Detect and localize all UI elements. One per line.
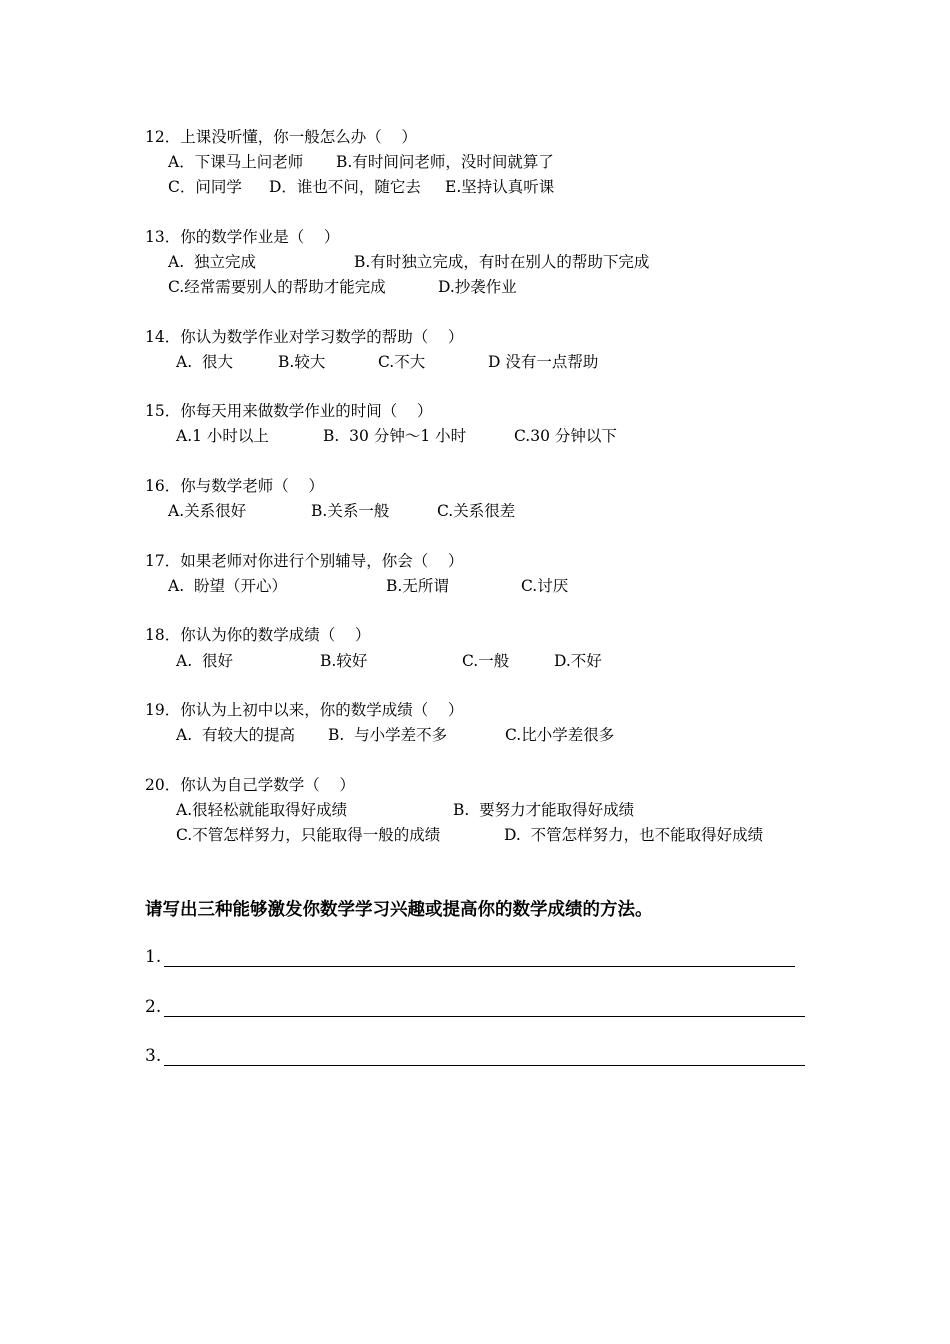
- question-13-option-b: B.有时独立完成，有时在别人的帮助下完成: [354, 253, 650, 271]
- question-12-option-c: C．问同学: [168, 178, 242, 196]
- question-20-option-a: A.很轻松就能取得好成绩: [176, 801, 348, 819]
- question-19-option-b: B. 与小学差不多: [328, 726, 448, 744]
- question-17-option-b: B.无所谓: [386, 577, 449, 595]
- question-14-option-a: A. 很大: [176, 353, 233, 371]
- question-18-title: 18．你认为你的数学成绩（ ）: [145, 626, 371, 644]
- question-13-option-d: D.抄袭作业: [438, 278, 517, 296]
- question-20-option-b: B. 要努力才能取得好成绩: [453, 801, 635, 819]
- question-18-option-b: B.较好: [320, 652, 368, 670]
- answer-blank-3[interactable]: [145, 1044, 805, 1070]
- answer-blank-1[interactable]: [145, 945, 805, 971]
- question-15-title: 15．你每天用来做数学作业的时间（ ）: [145, 402, 433, 420]
- question-20-title: 20．你认为自己学数学（ ）: [145, 776, 355, 794]
- answer-underline: [164, 966, 795, 967]
- answer-blank-2[interactable]: [145, 995, 805, 1021]
- answer-blank-number: 2.: [145, 997, 162, 1017]
- question-14-option-d: D 没有一点帮助: [488, 353, 599, 371]
- question-13-title: 13．你的数学作业是（ ）: [145, 228, 340, 246]
- question-18-option-a: A. 很好: [176, 652, 233, 670]
- question-16-option-c: C.关系很差: [437, 502, 516, 520]
- question-15-option-c: C.30 分钟以下: [514, 427, 617, 445]
- question-15-option-b: B. 30 分钟～1 小时: [323, 427, 467, 445]
- question-13-option-a: A. 独立完成: [168, 253, 256, 271]
- open-question-prompt: 请写出三种能够激发你数学学习兴趣或提高你的数学成绩的方法。: [145, 900, 653, 920]
- question-16-title: 16．你与数学老师（ ）: [145, 477, 324, 495]
- question-12-option-e: E.坚持认真听课: [445, 178, 555, 196]
- question-14-title: 14．你认为数学作业对学习数学的帮助（ ）: [145, 328, 464, 346]
- answer-blank-number: 1.: [145, 947, 162, 967]
- question-18-option-c: C.一般: [462, 652, 510, 670]
- question-15-option-a: A.1 小时以上: [176, 427, 269, 445]
- question-17-title: 17．如果老师对你进行个别辅导，你会（ ）: [145, 552, 464, 570]
- question-18-option-d: D.不好: [554, 652, 602, 670]
- question-13-option-c: C.经常需要别人的帮助才能完成: [168, 278, 386, 296]
- question-19-title: 19．你认为上初中以来，你的数学成绩（ ）: [145, 701, 464, 719]
- question-14-option-c: C.不大: [378, 353, 426, 371]
- question-12-option-d: D．谁也不问，随它去: [269, 178, 421, 196]
- question-20-option-c: C.不管怎样努力，只能取得一般的成绩: [176, 826, 441, 844]
- answer-underline: [164, 1065, 805, 1066]
- question-17-option-c: C.讨厌: [521, 577, 569, 595]
- question-20-option-d: D. 不管怎样努力，也不能取得好成绩: [504, 826, 764, 844]
- question-16-option-b: B.关系一般: [311, 502, 390, 520]
- answer-blank-number: 3.: [145, 1046, 162, 1066]
- question-12-title: 12．上课没听懂，你一般怎么办（ ）: [145, 128, 417, 146]
- question-19-option-c: C.比小学差很多: [505, 726, 615, 744]
- question-14-option-b: B.较大: [278, 353, 326, 371]
- answer-underline: [164, 1016, 805, 1017]
- question-12-option-a: A．下课马上问老师: [168, 153, 304, 171]
- question-16-option-a: A.关系很好: [168, 502, 247, 520]
- question-12-option-b: B.有时间问老师，没时间就算了: [336, 153, 554, 171]
- question-19-option-a: A. 有较大的提高: [176, 726, 295, 744]
- question-17-option-a: A. 盼望（开心）: [168, 577, 287, 595]
